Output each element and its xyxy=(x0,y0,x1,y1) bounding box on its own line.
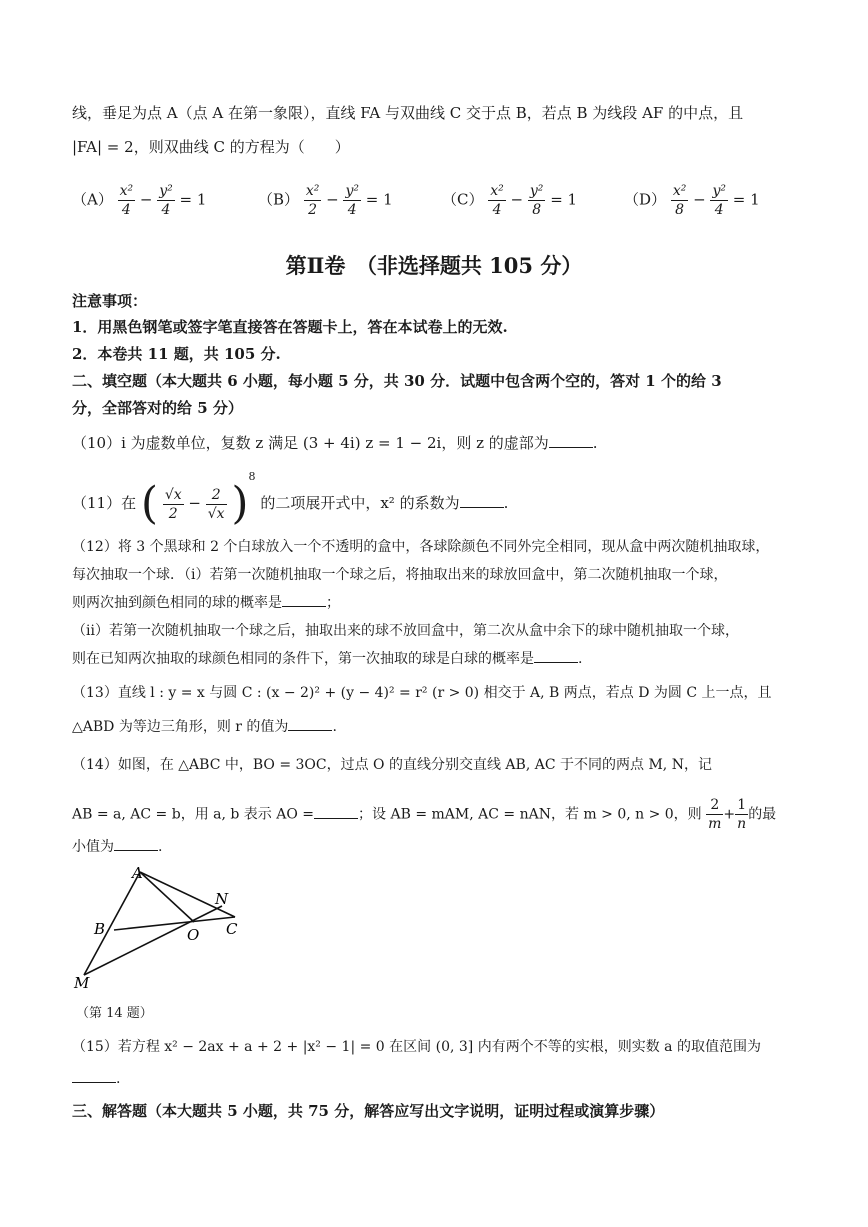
choice-d[interactable]: （D） $\frac{\text{x²}}{8}$ − $\frac{\text{y²}}{4}$ = 1 xyxy=(624,183,760,218)
line-bc xyxy=(114,917,235,930)
section-title: 第Ⅱ卷 （非选择题共 105 分） xyxy=(285,253,583,278)
label-b: B xyxy=(94,920,106,938)
triangle-diagram xyxy=(70,862,250,992)
line-ao xyxy=(140,872,194,922)
label-c: C xyxy=(226,920,238,938)
question-10: （10）i 为虚数单位，复数 z 满足 (3 + 4i) z = 1 − 2i，则 z 的虚部为 . xyxy=(72,434,598,452)
answer-blank[interactable] xyxy=(534,650,578,663)
note-1: 1．用黑色钢笔或签字笔直接答在答题卡上，答在本试卷上的无效. xyxy=(72,318,508,336)
answer-blank[interactable] xyxy=(549,435,593,448)
answer-blank[interactable] xyxy=(314,806,358,819)
label-m: M xyxy=(74,974,90,992)
question-12-line1: （12）将 3 个黑球和 2 个白球放入一个不透明的盒中，各球除颜色不同外完全相同，现从盒中两次随机抽取球， xyxy=(72,539,770,555)
choice-b[interactable]: （B） $\frac{\text{x²}}{2}$ − $\frac{\text{y²}}{4}$ = 1 xyxy=(258,183,393,218)
answer-blank[interactable] xyxy=(288,718,332,731)
notes-heading: 注意事项： xyxy=(72,292,148,310)
line-mn xyxy=(84,906,222,975)
choice-c[interactable]: （C） $\frac{\text{x²}}{4}$ − $\frac{\text{y²}}{8}$ = 1 xyxy=(442,183,578,218)
question-continuation-line1: 线，垂足为点 A（点 A 在第一象限），直线 FA 与双曲线 C 交于点 B，若点 B 为线段 AF 的中点，且 xyxy=(72,104,744,122)
question-12-line3: 则两次抽到颜色相同的球的概率是 ； xyxy=(72,595,340,611)
note-2: 2．本卷共 11 题，共 105 分. xyxy=(72,345,281,363)
question-14-line1: （14）如图，在 △ABC 中，BO = 3OC，过点 O 的直线分别交直线 AB, AC 于不同的两点 M, N，记 xyxy=(72,757,712,773)
line-am xyxy=(84,872,140,975)
fill-heading-line2: 分，全部答对的给 5 分） xyxy=(72,399,243,417)
question-14-line3: 小值为 . xyxy=(72,839,163,855)
answer-blank[interactable] xyxy=(282,594,326,607)
choice-a[interactable]: （A） $\frac{\text{x²}}{4}$ − $\frac{\text{y²}}{4}$ = 1 xyxy=(72,183,207,218)
label-a: A xyxy=(132,864,143,882)
question-12-line2: 每次抽取一个球．（ⅰ）若第一次随机抽取一个球之后，将抽取出来的球放回盒中，第二次随机抽取一个球， xyxy=(72,567,728,583)
label-n: N xyxy=(215,890,229,908)
question-11: （11）在 ( $\frac{√x}{2}$ − $\frac{2}{√x}$ )$^8$ 的二项展开式中，x² 的系数为 . xyxy=(72,470,509,529)
answer-blank[interactable] xyxy=(460,495,504,508)
question-13-line2: △ABD 为等边三角形，则 r 的值为 . xyxy=(72,719,337,735)
question-12-line4: （ⅱ）若第一次随机抽取一个球之后，抽取出来的球不放回盒中，第二次从盒中余下的球中随机抽取一个球， xyxy=(72,623,739,639)
fill-heading-line1: 二、填空题（本大题共 6 小题，每小题 5 分，共 30 分．试题中包含两个空的，答对 1 个的给 3 xyxy=(72,372,722,390)
section-3-heading: 三、解答题（本大题共 5 小题，共 75 分，解答应写出文字说明，证明过程或演算步骤） xyxy=(72,1102,665,1120)
question-14-line2: AB = a, AC = b，用 a, b 表示 AO = ；设 AB = mAM, AC = nAN，若 m > 0, n > 0，则 $\frac{2}{m}$ + $\frac{1}{n}$ 的最 xyxy=(72,797,777,832)
question-15-line1: （15）若方程 x² − 2ax + a + 2 + |x² − 1| = 0 在区间 (0, 3] 内有两个不等的实根，则实数 a 的取值范围为 xyxy=(72,1039,761,1055)
question-15-line2: . xyxy=(72,1070,120,1087)
question-13-line1: （13）直线 l : y = x 与圆 C : (x − 2)² + (y − 4)² = r² (r > 0) 相交于 A, B 两点，若点 D 为圆 C 上一点，且 xyxy=(72,685,772,701)
question-12-line5: 则在已知两次抽取的球颜色相同的条件下，第一次抽取的球是白球的概率是 . xyxy=(72,651,583,667)
question-continuation-line2: |FA| = 2，则双曲线 C 的方程为（ ） xyxy=(72,138,350,156)
label-o: O xyxy=(187,926,200,944)
answer-blank[interactable] xyxy=(114,838,158,851)
figure-caption: （第 14 题） xyxy=(76,1006,153,1021)
figure-14 xyxy=(70,862,250,996)
answer-blank[interactable] xyxy=(72,1070,116,1083)
